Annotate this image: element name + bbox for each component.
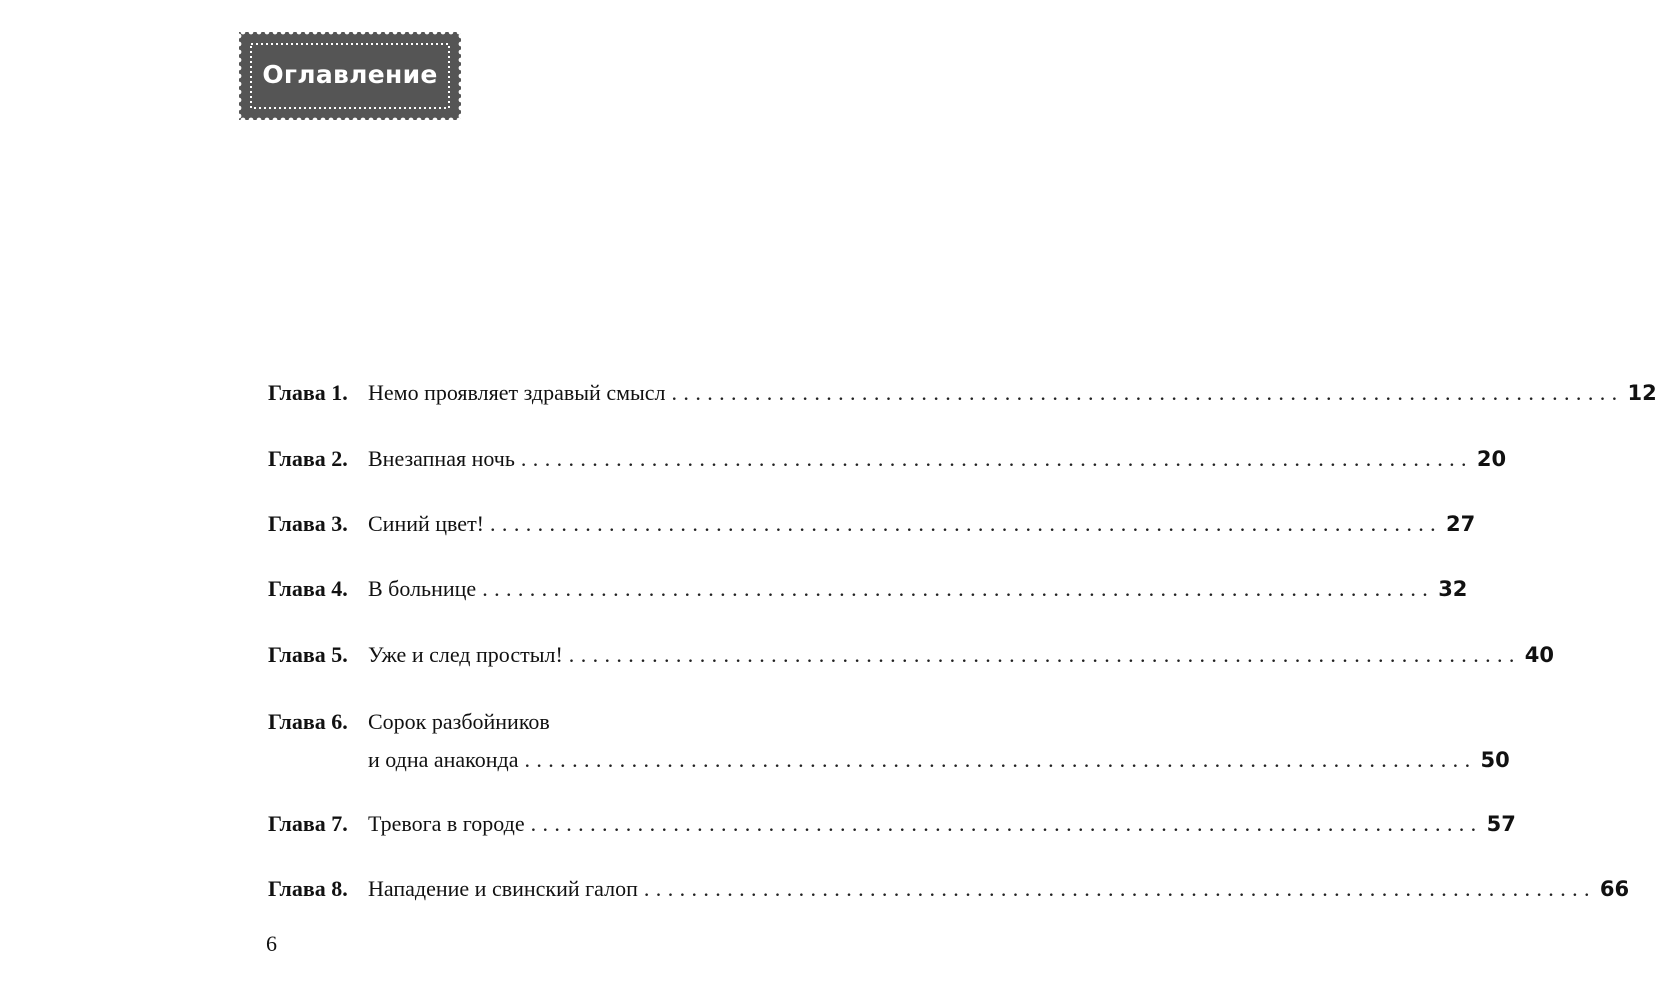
toc-entry [268, 876, 1630, 902]
dot-leader: ................................................................................ [643, 876, 1596, 901]
contents-heading: Оглавление [262, 59, 438, 89]
dot-leader: ................................................................................ [530, 811, 1483, 836]
chapter-page-number: 12 [1627, 381, 1657, 405]
chapter-page-number: 57 [1486, 812, 1516, 836]
chapter-title: Нападение и свинский галоп [368, 876, 638, 901]
chapter-title: Сорок разбойников [368, 709, 550, 734]
toc-entry [268, 642, 1555, 668]
chapter-title: Немо проявляет здравый смысл [368, 380, 666, 405]
toc-entry [268, 511, 1476, 537]
chapter-page-number: 27 [1446, 512, 1476, 536]
chapter-title: Внезапная ночь [368, 446, 515, 471]
chapter-title: В больнице [368, 576, 477, 601]
dot-leader: ................................................................................ [524, 747, 1477, 772]
toc-entry [268, 709, 1510, 773]
chapter-title: Уже и след простыл! [368, 642, 563, 667]
toc-entry [268, 811, 1516, 837]
heading-stamp [235, 28, 465, 124]
dot-leader: ................................................................................ [671, 380, 1624, 405]
chapter-title: Синий цвет! [368, 511, 485, 536]
chapter-label: Глава 8. [268, 876, 348, 901]
dot-leader: ................................................................................ [490, 511, 1443, 536]
dot-leader: ................................................................................ [482, 576, 1435, 601]
chapter-page-number: 50 [1480, 748, 1510, 772]
chapter-page-number: 20 [1476, 447, 1507, 471]
chapter-page-number: 40 [1524, 643, 1555, 667]
chapter-label: Глава 4. [268, 576, 348, 601]
chapter-label: Глава 6. [268, 709, 348, 734]
chapter-label: Глава 5. [268, 642, 348, 667]
toc-entry [268, 446, 1507, 472]
chapter-title: Тревога в городе [368, 811, 525, 836]
toc-entry [268, 380, 1657, 406]
chapter-label: Глава 3. [268, 511, 348, 536]
dot-leader: ................................................................................ [520, 446, 1473, 471]
chapter-title: и одна анаконда [368, 747, 519, 772]
page-number: 6 [266, 931, 277, 956]
chapter-page-number: 66 [1599, 877, 1630, 901]
dot-leader: ................................................................................ [568, 642, 1521, 667]
chapter-label: Глава 1. [268, 380, 348, 405]
chapter-label: Глава 7. [268, 811, 348, 836]
chapter-page-number: 32 [1438, 577, 1468, 601]
chapter-label: Глава 2. [268, 446, 348, 471]
toc-entry [268, 576, 1468, 602]
